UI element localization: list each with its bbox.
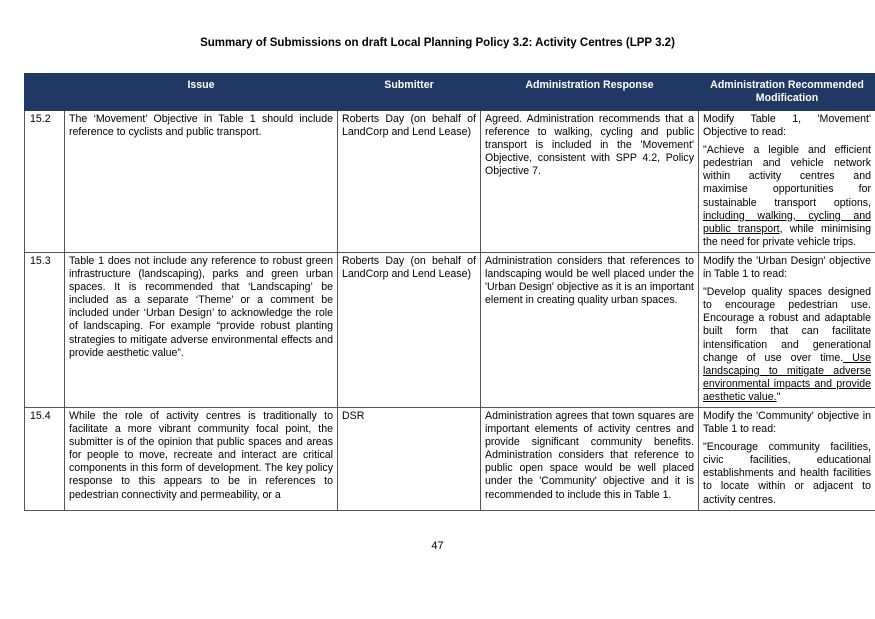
response-cell: Administration agrees that town squares are important elements of activity centres and provide significant community benefits. Administration considers that reference to public open space would be well placed under the 'Community' objective and it is recommended to include this in Table 1. <box>481 407 699 510</box>
modification-tail: " <box>776 390 781 403</box>
issue-cell: The ‘Movement’ Objective in Table 1 should include reference to cyclists and public transport. <box>65 111 338 253</box>
issue-cell: Table 1 does not include any reference to robust green infrastructure (landscaping), parks and green urban spaces. It is recommended that ‘Landscaping’ be included as a separate ‘Theme’ or a comment be included under ‘Urban Design’ to acknowledge the role of landscaping. For example “provide robust planting strategies to mitigate adverse environmental effects and provide aesthetic value”. <box>65 252 338 407</box>
modification-intro: Modify the 'Community' objective in Table 1 to read: <box>703 409 871 436</box>
submissions-table <box>24 73 875 511</box>
table-row <box>25 111 875 253</box>
issue-cell: While the role of activity centres is traditionally to facilitate a more vibrant community focal point, the submitter is of the opinion that public spaces and areas for people to move, recreate and interact are critical components in this form of development. The key policy response to this appears to be in references to pedestrian connectivity and permeability, or a <box>65 407 338 510</box>
header-submitter: Submitter <box>338 74 481 111</box>
row-number: 15.3 <box>25 252 65 407</box>
submitter-cell: Roberts Day (on behalf of LandCorp and Lend Lease) <box>338 111 481 253</box>
header-issue: Issue <box>65 74 338 111</box>
submitter-cell: DSR <box>338 407 481 510</box>
modification-body: "Achieve a legible and efficient pedestrian and vehicle network within activity centres and maximise opportunities for sustainable transport options, <box>703 144 871 209</box>
modification-intro: Modify Table 1, 'Movement' Objective to read: <box>703 113 871 139</box>
response-cell: Agreed. Administration recommends that a reference to walking, cycling and public transport is included in the 'Movement' Objective, consistent with SPP 4.2, Policy Objective 7. <box>481 111 699 253</box>
modification-cell <box>699 111 875 253</box>
modification-text <box>703 144 871 249</box>
modification-text <box>703 286 871 404</box>
modification-cell <box>699 252 875 407</box>
modification-text <box>703 441 871 506</box>
modification-cell <box>699 407 875 510</box>
header-modification: Administration Recommended Modification <box>699 74 875 111</box>
page-title: Summary of Submissions on draft Local Planning Policy 3.2: Activity Centres (LPP 3.2) <box>200 37 675 49</box>
modification-body: "Develop quality spaces designed to encourage pedestrian use. Encourage a robust and adaptable built form that can facilitate intensification and generational change of use over time. <box>703 286 871 364</box>
table-header-row <box>25 74 875 111</box>
modification-intro: Modify the 'Urban Design' objective in Table 1 to read: <box>703 254 871 281</box>
page-number: 47 <box>431 540 444 552</box>
table-row <box>25 252 875 407</box>
response-cell: Administration considers that references to landscaping would be well placed under the 'Urban Design' objective as it is an important element in creating quality urban spaces. <box>481 252 699 407</box>
submitter-cell: Roberts Day (on behalf of LandCorp and Lend Lease) <box>338 252 481 407</box>
header-number <box>25 74 65 111</box>
modification-underlined: including walking, cycling and public transport, <box>703 209 871 235</box>
modification-underlined: Use landscaping to mitigate adverse environmental impacts and provide aesthetic value. <box>703 351 871 403</box>
modification-tail: while minimising the need for private vehicle trips. <box>703 222 871 248</box>
row-number: 15.2 <box>25 111 65 253</box>
modification-body: "Encourage community facilities, civic facilities, educational establishments and health facilities to locate within or adjacent to activity centres. <box>703 441 871 506</box>
row-number: 15.4 <box>25 407 65 510</box>
header-response: Administration Response <box>481 74 699 111</box>
table-row <box>25 407 875 510</box>
